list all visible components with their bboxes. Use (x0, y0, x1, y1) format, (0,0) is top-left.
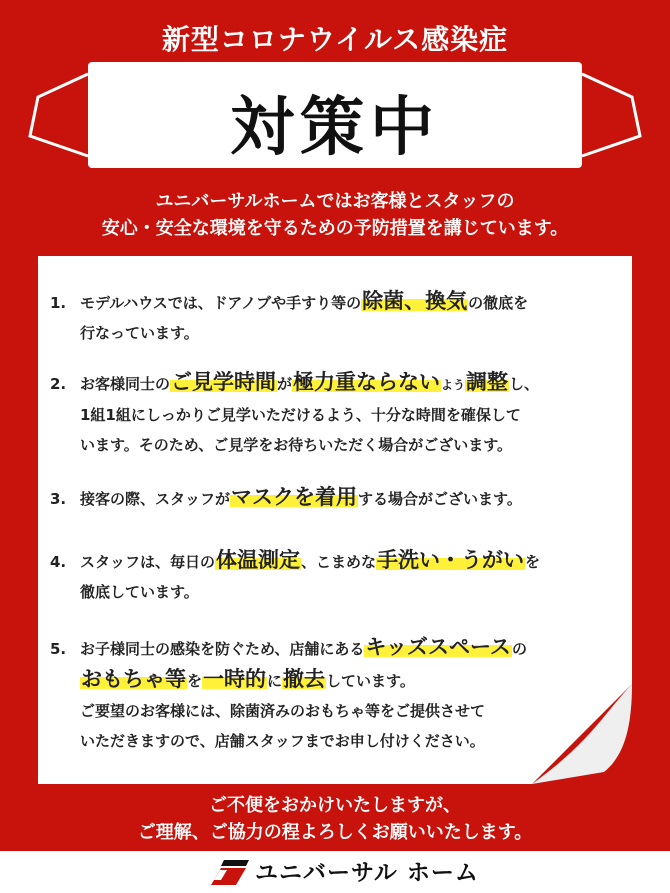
list-item-2: 2. お客様同士のご見学時間が極力重ならないよう調整し、 1組1組にしっかりご見学いただけるよう、十分な時間を確保して います。そのため、ご見学をお待ちいただく場合がございます。 (50, 370, 540, 454)
brand-name: ユニバーサル ホーム (255, 860, 479, 886)
list-item-3: 3. 接客の際、スタッフがマスクを着用する場合がございます。 (50, 485, 522, 509)
paper-curl (532, 684, 632, 784)
list-item-1: 1. モデルハウスでは、ドアノブや手すり等の除菌、換気の徹底を 行なっています。 (50, 289, 529, 342)
list-item-4: 4. スタッフは、毎日の体温測定、こまめな手洗い・うがいを 徹底しています。 (50, 548, 541, 601)
intro-text: ユニバーサルホームではお客様とスタッフの 安心・安全な環境を守るための予防措置を講じています。 (101, 191, 569, 239)
closing-message: ご不便をおかけいたしますが、 ご理解、ご協力の程よろしくお願いいたします。 (137, 795, 533, 843)
poster-title: 対策中 (230, 91, 440, 165)
brand-logo-icon (211, 858, 251, 886)
list-item-5: 5. お子様同士の感染を防ぐため、店舗にあるキッズスペースの おもちゃ等を一時的に撤去しています。 ご要望のお客様には、除菌済みのおもちゃ等をご提供させて いただきますので、店舗スタッフまでお申し付けください。 (50, 635, 527, 750)
poster-subtitle: 新型コロナウイルス感染症 (161, 23, 509, 56)
